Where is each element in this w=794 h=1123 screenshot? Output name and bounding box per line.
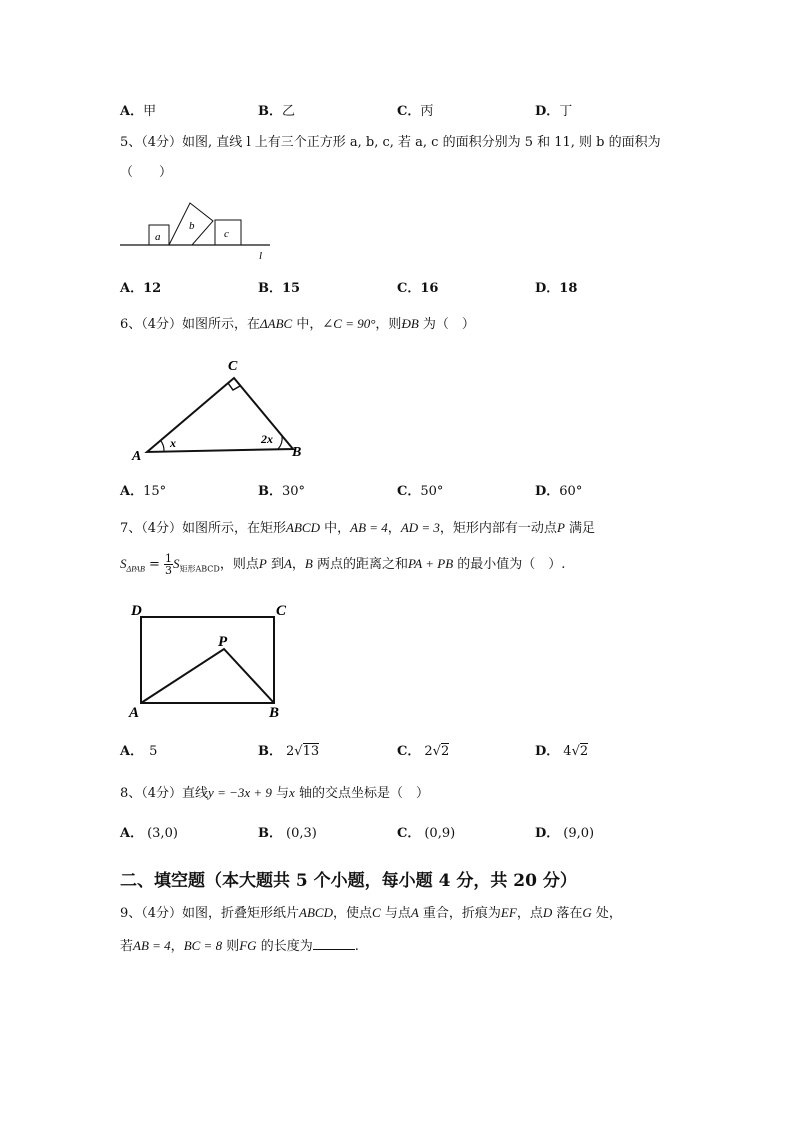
label-b: b [189,220,195,232]
q8-option-b: B． (0,3) [258,826,317,841]
q5-figure [118,198,278,264]
label-A: A [129,705,140,721]
section-heading-fill-in: 二、填空题（本大题共 5 个小题，每小题 4 分，共 20 分） [120,871,577,891]
q9-stem-line1: 9、（4分）如图，折叠矩形纸片ABCD，使点C 与点A 重合，折痕为EF，点D 落在G 处， [120,905,622,921]
q4-option-c: C．丙 [397,104,434,119]
q5-option-a: A．12 [120,281,162,296]
label-x: x [170,436,176,450]
q6-option-d: D．60° [535,484,583,499]
q5-option-d: D．18 [535,281,578,296]
label-B: B [269,705,280,721]
q5-option-c: C．16 [397,281,439,296]
label-A: A [132,449,142,464]
angle-arc-b [278,436,282,449]
label-C: C [228,359,238,374]
q7-figure [128,598,296,724]
label-C: C [276,603,287,619]
label-a: a [155,231,161,243]
q4-option-a: A．甲 [120,104,157,119]
q6-stem: 6、（4分）如图所示，在ΔABC 中，∠C = 90°，则ÐB 为（ ） [120,316,475,332]
q6-option-a: A．15° [120,484,167,499]
q5-paren: （ ） [120,165,173,180]
answer-blank[interactable] [313,937,355,950]
fraction-one-third: $\frac{1}{3}$ [165,552,172,577]
label-P: P [218,634,228,650]
q8-option-d: D． (9,0) [535,826,595,841]
q8-option-c: C． (0,9) [397,826,456,841]
q8-option-a: A． (3,0) [120,826,178,841]
q8-stem: 8、（4分）直线y = −3x + 9 与x 轴的交点坐标是（ ） [120,785,429,801]
label-l: l [259,250,263,262]
label-D: D [131,603,142,619]
q7-stem-line2: $S_{\Delta PAB}$ = $\frac{1}{3}$ $S_{矩形ABCD}$，则点P 到A，B 两点的距离之和PA + PB 的最小值为（ ）. [120,552,566,577]
q6-figure [130,352,310,464]
q6-option-c: C．50° [397,484,444,499]
q5-stem: 5、（4分）如图, 直线 l 上有三个正方形 a, b, c, 若 a, c 的面积分别为 5 和 11, 则 b 的面积为 [120,135,661,150]
q7-option-c: C． 2√2 [397,744,450,759]
segments-pa-pb [141,649,274,703]
q4-option-d: D．丁 [535,104,573,119]
q6-option-b: B．30° [258,484,306,499]
label-B: B [292,445,302,460]
q9-stem-line2: 若AB = 4，BC = 8 则FG 的长度为 . [120,938,359,954]
label-2x: 2x [261,432,273,446]
q7-stem-line1: 7、（4分）如图所示，在矩形ABCD 中，AB = 4，AD = 3，矩形内部有一动点P 满足 [120,520,596,536]
q5-option-b: B．15 [258,281,301,296]
q4-option-b: B．乙 [258,104,296,119]
q7-option-a: A． 5 [120,744,158,759]
q7-option-d: D． 4√2 [535,744,589,759]
q7-option-b: B． 2√13 [258,744,320,759]
angle-arc-a [161,441,164,451]
label-c: c [224,228,229,240]
